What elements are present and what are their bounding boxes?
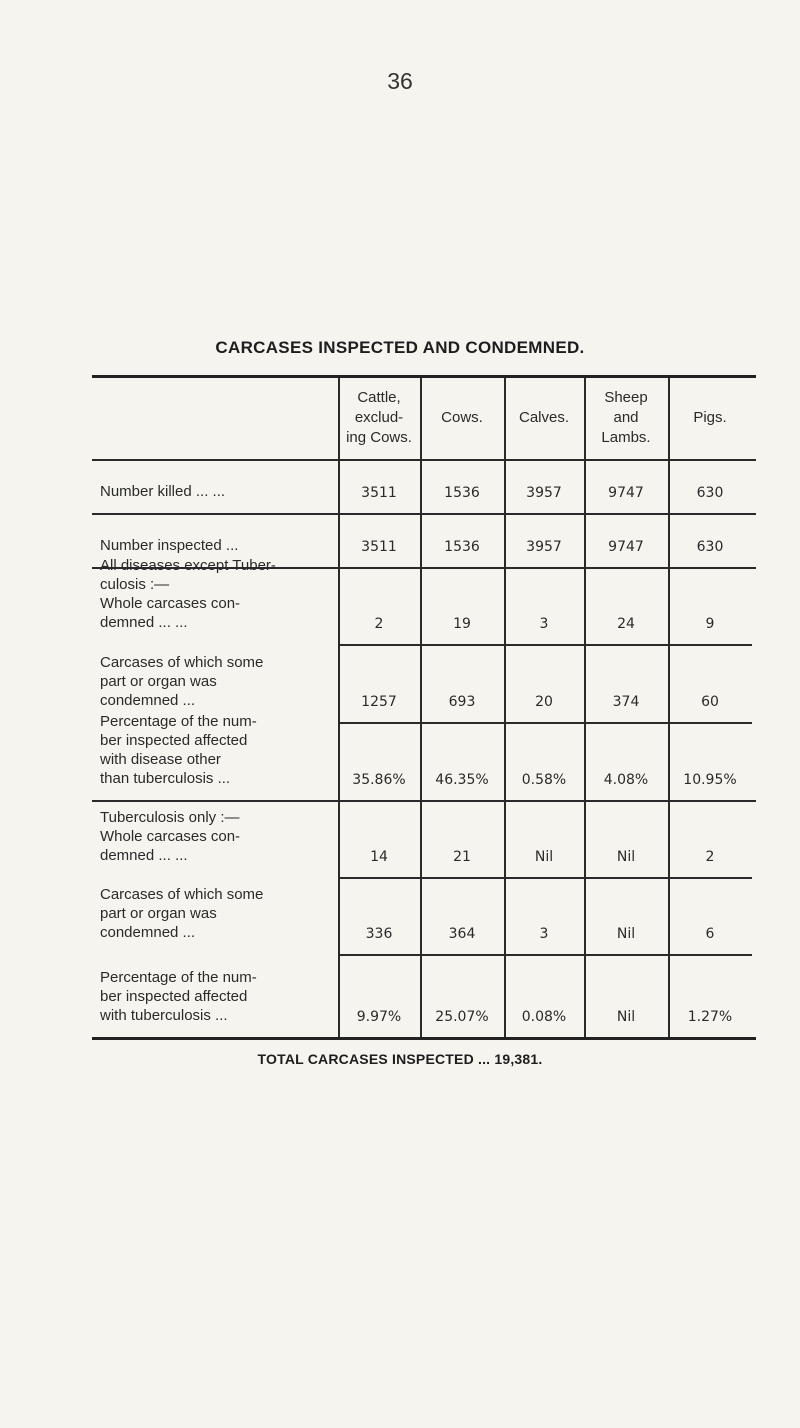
cell-cows: 1536 — [444, 485, 480, 501]
header-line: Cattle, — [357, 389, 401, 406]
cell-cows: 25.07% — [435, 1009, 489, 1025]
row-label-line: Carcases of which some — [100, 886, 264, 903]
table-title: CARCASES INSPECTED AND CONDEMNED. — [215, 338, 585, 357]
row-label-line: culosis :— — [100, 576, 170, 593]
column-header-calves — [504, 408, 584, 428]
cell-calves: 3957 — [526, 485, 562, 501]
row-label — [100, 885, 330, 942]
row-label-line: Whole carcases con- — [100, 828, 241, 845]
row-label — [100, 808, 330, 865]
row-label-line: Tuberculosis only :— — [100, 809, 240, 826]
cell-pigs: 630 — [696, 485, 724, 501]
row-label-line: part or organ was — [100, 905, 217, 922]
row-label-line: demned ... ... — [100, 847, 188, 864]
row-label-line: Number inspected ... — [100, 537, 239, 554]
row-label — [100, 968, 330, 1025]
cell-divider — [340, 644, 752, 646]
row-label-line: condemned ... — [100, 692, 196, 709]
header-line: Calves. — [518, 409, 570, 426]
cell-cattle: 9.97% — [356, 1009, 402, 1025]
cell-pigs: 9 — [705, 616, 715, 632]
cell-pigs: 1.27% — [687, 1009, 733, 1025]
header-line: Sheep — [604, 389, 648, 406]
cell-cattle: 14 — [370, 849, 388, 865]
row-label — [100, 482, 330, 501]
cell-calves: Nil — [534, 849, 554, 865]
row-label-line: demned ... ... — [100, 614, 188, 631]
cell-cattle: 336 — [365, 926, 393, 942]
column-header-pigs — [668, 408, 752, 428]
header-line: Pigs. — [693, 409, 727, 426]
header-line: Cows. — [441, 409, 483, 426]
cell-divider — [340, 954, 752, 956]
row-label-line: Percentage of the num- — [100, 713, 257, 730]
cell-cattle: 3511 — [361, 539, 397, 555]
total-carcases-footer: TOTAL CARCASES INSPECTED ... 19,381. — [257, 1051, 543, 1067]
cell-pigs: 630 — [696, 539, 724, 555]
row-label — [100, 556, 330, 632]
column-header-cows — [420, 408, 504, 428]
cell-pigs: 10.95% — [683, 772, 737, 788]
header-line: exclud- — [354, 409, 404, 426]
row-label-line: Percentage of the num- — [100, 969, 257, 986]
cell-calves: 3 — [539, 616, 549, 632]
header-line: and — [613, 409, 639, 426]
cell-cows: 19 — [453, 616, 471, 632]
row-label — [100, 536, 330, 555]
cell-sheep-lambs: 9747 — [608, 485, 644, 501]
column-header-cattle — [338, 388, 420, 448]
cell-calves: 0.08% — [521, 1009, 567, 1025]
row-label-line: All diseases except Tuber- — [100, 557, 276, 574]
cell-cows: 46.35% — [435, 772, 489, 788]
row-label — [100, 653, 330, 710]
row-label-line: ber inspected affected — [100, 732, 248, 749]
cell-sheep-lambs: Nil — [616, 926, 636, 942]
cell-pigs: 2 — [705, 849, 715, 865]
row-label-line: with disease other — [100, 751, 221, 768]
cell-sheep-lambs: 9747 — [608, 539, 644, 555]
header-line: Lambs. — [601, 429, 651, 446]
cell-cattle: 2 — [374, 616, 384, 632]
cell-sheep-lambs: 24 — [617, 616, 635, 632]
cell-sheep-lambs: Nil — [616, 849, 636, 865]
row-label-line: ber inspected affected — [100, 988, 248, 1005]
row-label-line: Carcases of which some — [100, 654, 264, 671]
row-label-line: part or organ was — [100, 673, 217, 690]
cell-cattle: 35.86% — [352, 772, 406, 788]
cell-cattle: 3511 — [361, 485, 397, 501]
cell-calves: 20 — [535, 694, 553, 710]
row-label-line: Number killed ... ... — [100, 483, 226, 500]
row-divider — [92, 459, 756, 461]
cell-calves: 3 — [539, 926, 549, 942]
row-label-line: Whole carcases con- — [100, 595, 241, 612]
row-label-line: with tuberculosis ... — [100, 1007, 228, 1024]
bottom-rule — [92, 1037, 756, 1040]
cell-cows: 364 — [448, 926, 476, 942]
cell-cows: 1536 — [444, 539, 480, 555]
cell-calves: 0.58% — [521, 772, 567, 788]
cell-divider — [340, 877, 752, 879]
page-number: 36 — [387, 68, 413, 94]
cell-sheep-lambs: Nil — [616, 1009, 636, 1025]
cell-pigs: 60 — [701, 694, 719, 710]
cell-pigs: 6 — [705, 926, 715, 942]
row-label-line: than tuberculosis ... — [100, 770, 231, 787]
row-divider — [92, 513, 756, 515]
cell-sheep-lambs: 4.08% — [603, 772, 649, 788]
row-label-line: condemned ... — [100, 924, 196, 941]
row-label — [100, 712, 330, 788]
top-rule — [92, 375, 756, 378]
cell-divider — [340, 722, 752, 724]
column-header-sheep-lambs — [584, 388, 668, 448]
cell-cows: 21 — [453, 849, 471, 865]
header-line: ing Cows. — [346, 429, 412, 446]
cell-cows: 693 — [448, 694, 476, 710]
cell-cattle: 1257 — [361, 694, 397, 710]
row-divider — [92, 800, 756, 802]
cell-calves: 3957 — [526, 539, 562, 555]
cell-sheep-lambs: 374 — [612, 694, 640, 710]
